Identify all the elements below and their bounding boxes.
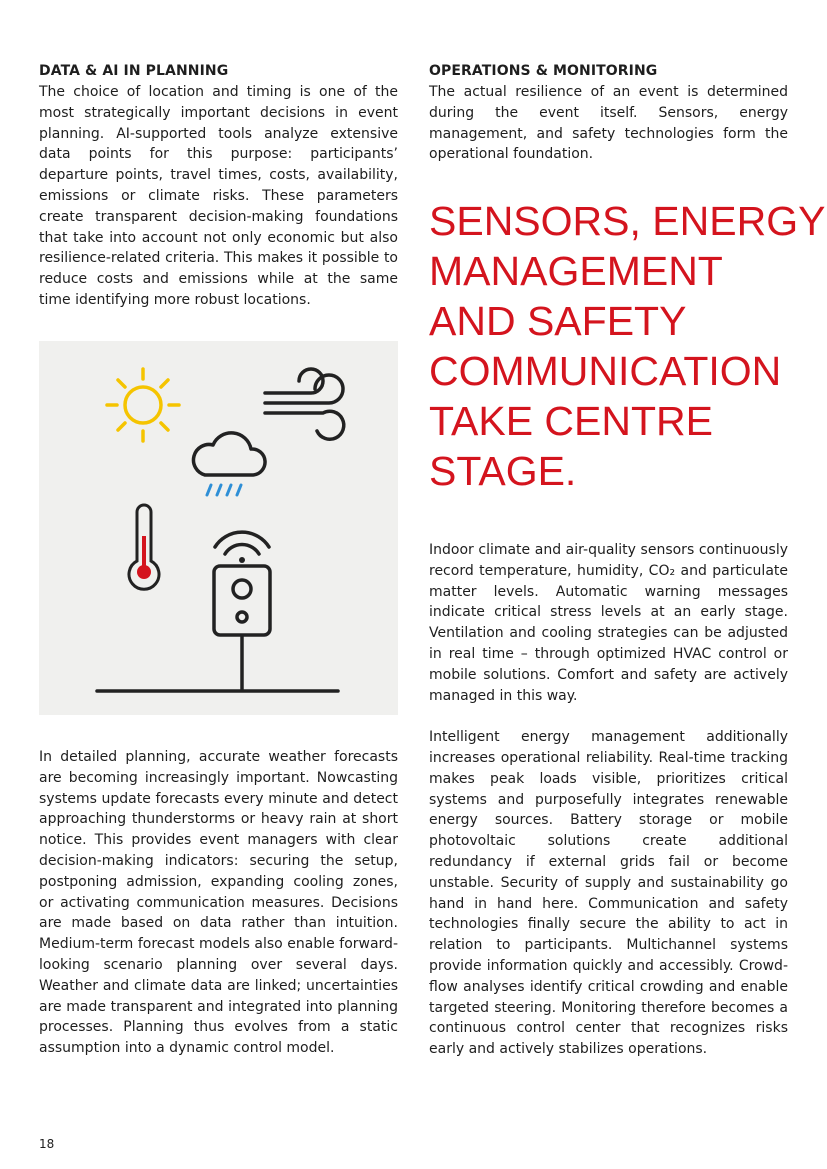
thermometer-icon [129,505,159,589]
body-paragraph-left: In detailed planning, accurate weather forecasts are becoming increasingly important. Nowcasting systems update forecasts every minute and detect approaching thunderstorms or heavy rain at short notice. This provides event managers with clear decision-making indicators: securing the setup, postponing admission, expanding cooling zones, or activating communication measures. Decisions are made based on data rather than intuition. Medium-term forecast models also enable forward-looking scenario planning over several days. Weather and climate data are linked; uncertainties are made transparent and integrated into planning processes. Planning thus evolves from a static assumption into a dynamic control model. [39,749,398,1057]
pull-quote [429,196,826,496]
body-paragraph-sensors: Indoor climate and air-quality sensors continuously record temperature, humidity, CO₂ and particulate matter levels. Automatic warning messages indicate critical stress levels at an early stage. Ventilation and cooling strategies can be adjusted in real time – through optimized HVAC control or mobile solutions. Comfort and safety are actively managed in this way. [429,542,788,704]
pull-quote-line: TAKE CENTRE [429,398,713,444]
wireless-signal-icon [215,532,269,563]
weather-sensor-illustration [39,341,398,715]
pull-quote-line: SENSORS, ENERGY [429,198,826,244]
left-column [39,61,398,311]
intro-paragraph-right: The actual resilience of an event is determined during the event itself. Sensors, energy management, and safety technologies form the operational foundation. [429,84,788,163]
right-column-lower [429,540,788,1060]
pull-quote-line: MANAGEMENT [429,248,723,294]
pull-quote-line: COMMUNICATION [429,348,782,394]
intro-paragraph-left: The choice of location and timing is one of the most strategically important decisions in event planning. AI-supported tools analyze extensive data points for this purpose: participants’ departure points, travel times, costs, availability, emissions or climate risks. These parameters create transparent decision-making foundations that take into account not only economic but also resilience-related criteria. This makes it possible to reduce costs and emissions while at the same time identifying more robust locations. [39,84,398,308]
section-heading-data-ai: DATA & AI IN PLANNING [39,63,229,79]
body-paragraph-energy: Intelligent energy management additionally increases operational reliability. Real-time tracking makes peak loads visible, prioritizes critical systems and purposefully integrates renewable energy sources. Battery storage or mobile photovoltaic solutions create additional redundancy if external grids fail or become unstable. Security of supply and sustainability go hand in hand here. Communication and safety technologies finally secure the ability to act in relation to participants. Multichannel systems provide information quickly and accessibly. Crowd-flow analyses identify critical crowding and enable targeted steering. Monitoring therefore becomes a continuous control center that recognizes risks early and actively stabilizes operations. [429,729,788,1058]
pull-quote-line: STAGE. [429,448,577,494]
sun-icon [107,369,179,441]
wind-icon [265,369,344,439]
page-number: 18 [39,1137,55,1151]
pull-quote-line: AND SAFETY [429,298,687,344]
right-column [429,61,788,165]
rain-cloud-icon [193,433,265,495]
section-heading-operations: OPERATIONS & MONITORING [429,63,658,79]
left-column-lower [39,747,398,1059]
